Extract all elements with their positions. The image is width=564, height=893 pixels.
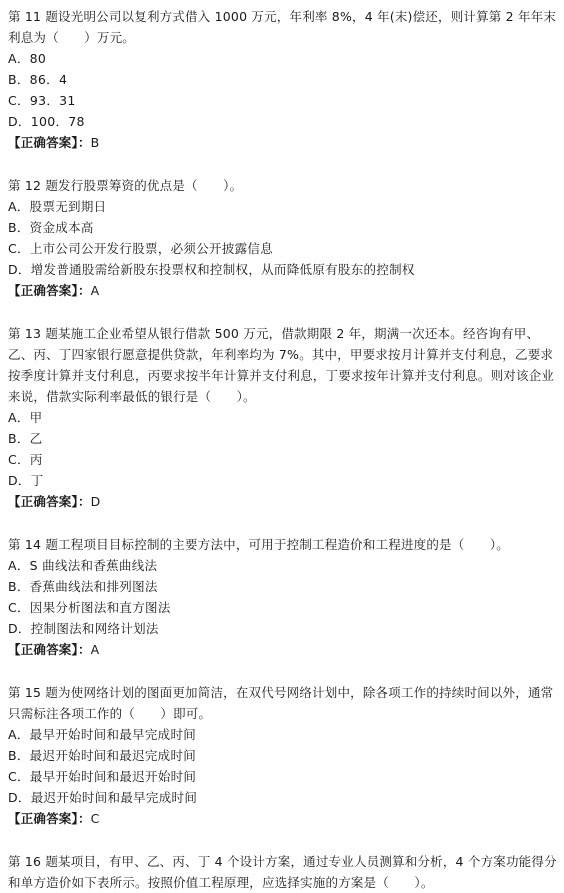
option-c: C．93．31: [8, 93, 76, 108]
option-d: D．增发普通股需给新股东投票权和控制权，从而降低原有股东的控制权: [8, 262, 415, 277]
question-13: [8, 323, 560, 512]
spacer: [8, 301, 560, 323]
question-document: [8, 6, 560, 893]
answer-value: A: [90, 283, 100, 298]
option-d: D．100．78: [8, 114, 85, 129]
option-b: B．香蕉曲线法和排列图法: [8, 579, 158, 594]
spacer: [8, 512, 560, 534]
option-b: B．最迟开始时间和最迟完成时间: [8, 748, 197, 763]
correct-answer: [8, 280, 560, 301]
correct-answer: [8, 639, 560, 660]
question-11: [8, 6, 560, 153]
option-a: A．甲: [8, 410, 43, 425]
question-15: [8, 682, 560, 829]
spacer: [8, 660, 560, 682]
option-a: A．股票无到期日: [8, 199, 107, 214]
answer-value: C: [90, 811, 100, 826]
answer-label: 【正确答案】：: [8, 283, 91, 298]
question-16: [8, 851, 560, 893]
spacer: [8, 153, 560, 175]
option-c: C．因果分析图法和直方图法: [8, 600, 171, 615]
option-a: A．最早开始时间和最早完成时间: [8, 727, 197, 742]
option-d: D．控制图法和网络计划法: [8, 621, 159, 636]
spacer: [8, 829, 560, 851]
option-a: A．S 曲线法和香蕉曲线法: [8, 558, 158, 573]
answer-label: 【正确答案】：: [8, 811, 91, 826]
question-text: 第 16 题某项目，有甲、乙、丙、丁 4 个设计方案，通过专业人员测算和分析，4 个方案功能得分和单方造价如下表所示。按照价值工程原理，应选择实施的方案是（ ）。: [8, 854, 557, 890]
question-text: 第 11 题设光明公司以复利方式借入 1000 万元，年利率 8%，4 年(末)偿还，则计算第 2 年年末利息为（ ）万元。: [8, 9, 557, 45]
correct-answer: [8, 808, 560, 829]
correct-answer: [8, 132, 560, 153]
question-text: 第 13 题某施工企业希望从银行借款 500 万元，借款期限 2 年，期满一次还本。经咨询有甲、乙、丙、丁四家银行愿意提供贷款，年利率均为 7%。其中，甲要求按月计算并支付利息，乙要求按季度计算并支付利息，丙要求按半年计算并支付利息，丁要求按年计算并支付利息。则对该企业来说，借款实际利率最低的银行是（ ）。: [8, 326, 555, 404]
question-text: 第 12 题发行股票筹资的优点是（ ）。: [8, 178, 243, 193]
answer-label: 【正确答案】：: [8, 494, 91, 509]
option-a: A．80: [8, 51, 47, 66]
question-14: [8, 534, 560, 660]
answer-value: B: [90, 135, 100, 150]
answer-label: 【正确答案】：: [8, 135, 91, 150]
option-d: D．丁: [8, 473, 44, 488]
option-d: D．最迟开始时间和最早完成时间: [8, 790, 198, 805]
option-b: B．资金成本高: [8, 220, 94, 235]
answer-value: D: [90, 494, 101, 509]
option-c: C．上市公司公开发行股票，必须公开披露信息: [8, 241, 274, 256]
option-c: C．丙: [8, 452, 43, 467]
question-text: 第 15 题为使网络计划的图面更加简洁，在双代号网络计划中，除各项工作的持续时间以外，通常只需标注各项工作的（ ）即可。: [8, 685, 554, 721]
option-b: B．乙: [8, 431, 43, 446]
correct-answer: [8, 491, 560, 512]
answer-value: A: [90, 642, 100, 657]
question-12: [8, 175, 560, 301]
answer-label: 【正确答案】：: [8, 642, 91, 657]
option-c: C．最早开始时间和最迟开始时间: [8, 769, 197, 784]
option-b: B．86．4: [8, 72, 68, 87]
question-text: 第 14 题工程项目目标控制的主要方法中，可用于控制工程造价和工程进度的是（ ）。: [8, 537, 510, 552]
